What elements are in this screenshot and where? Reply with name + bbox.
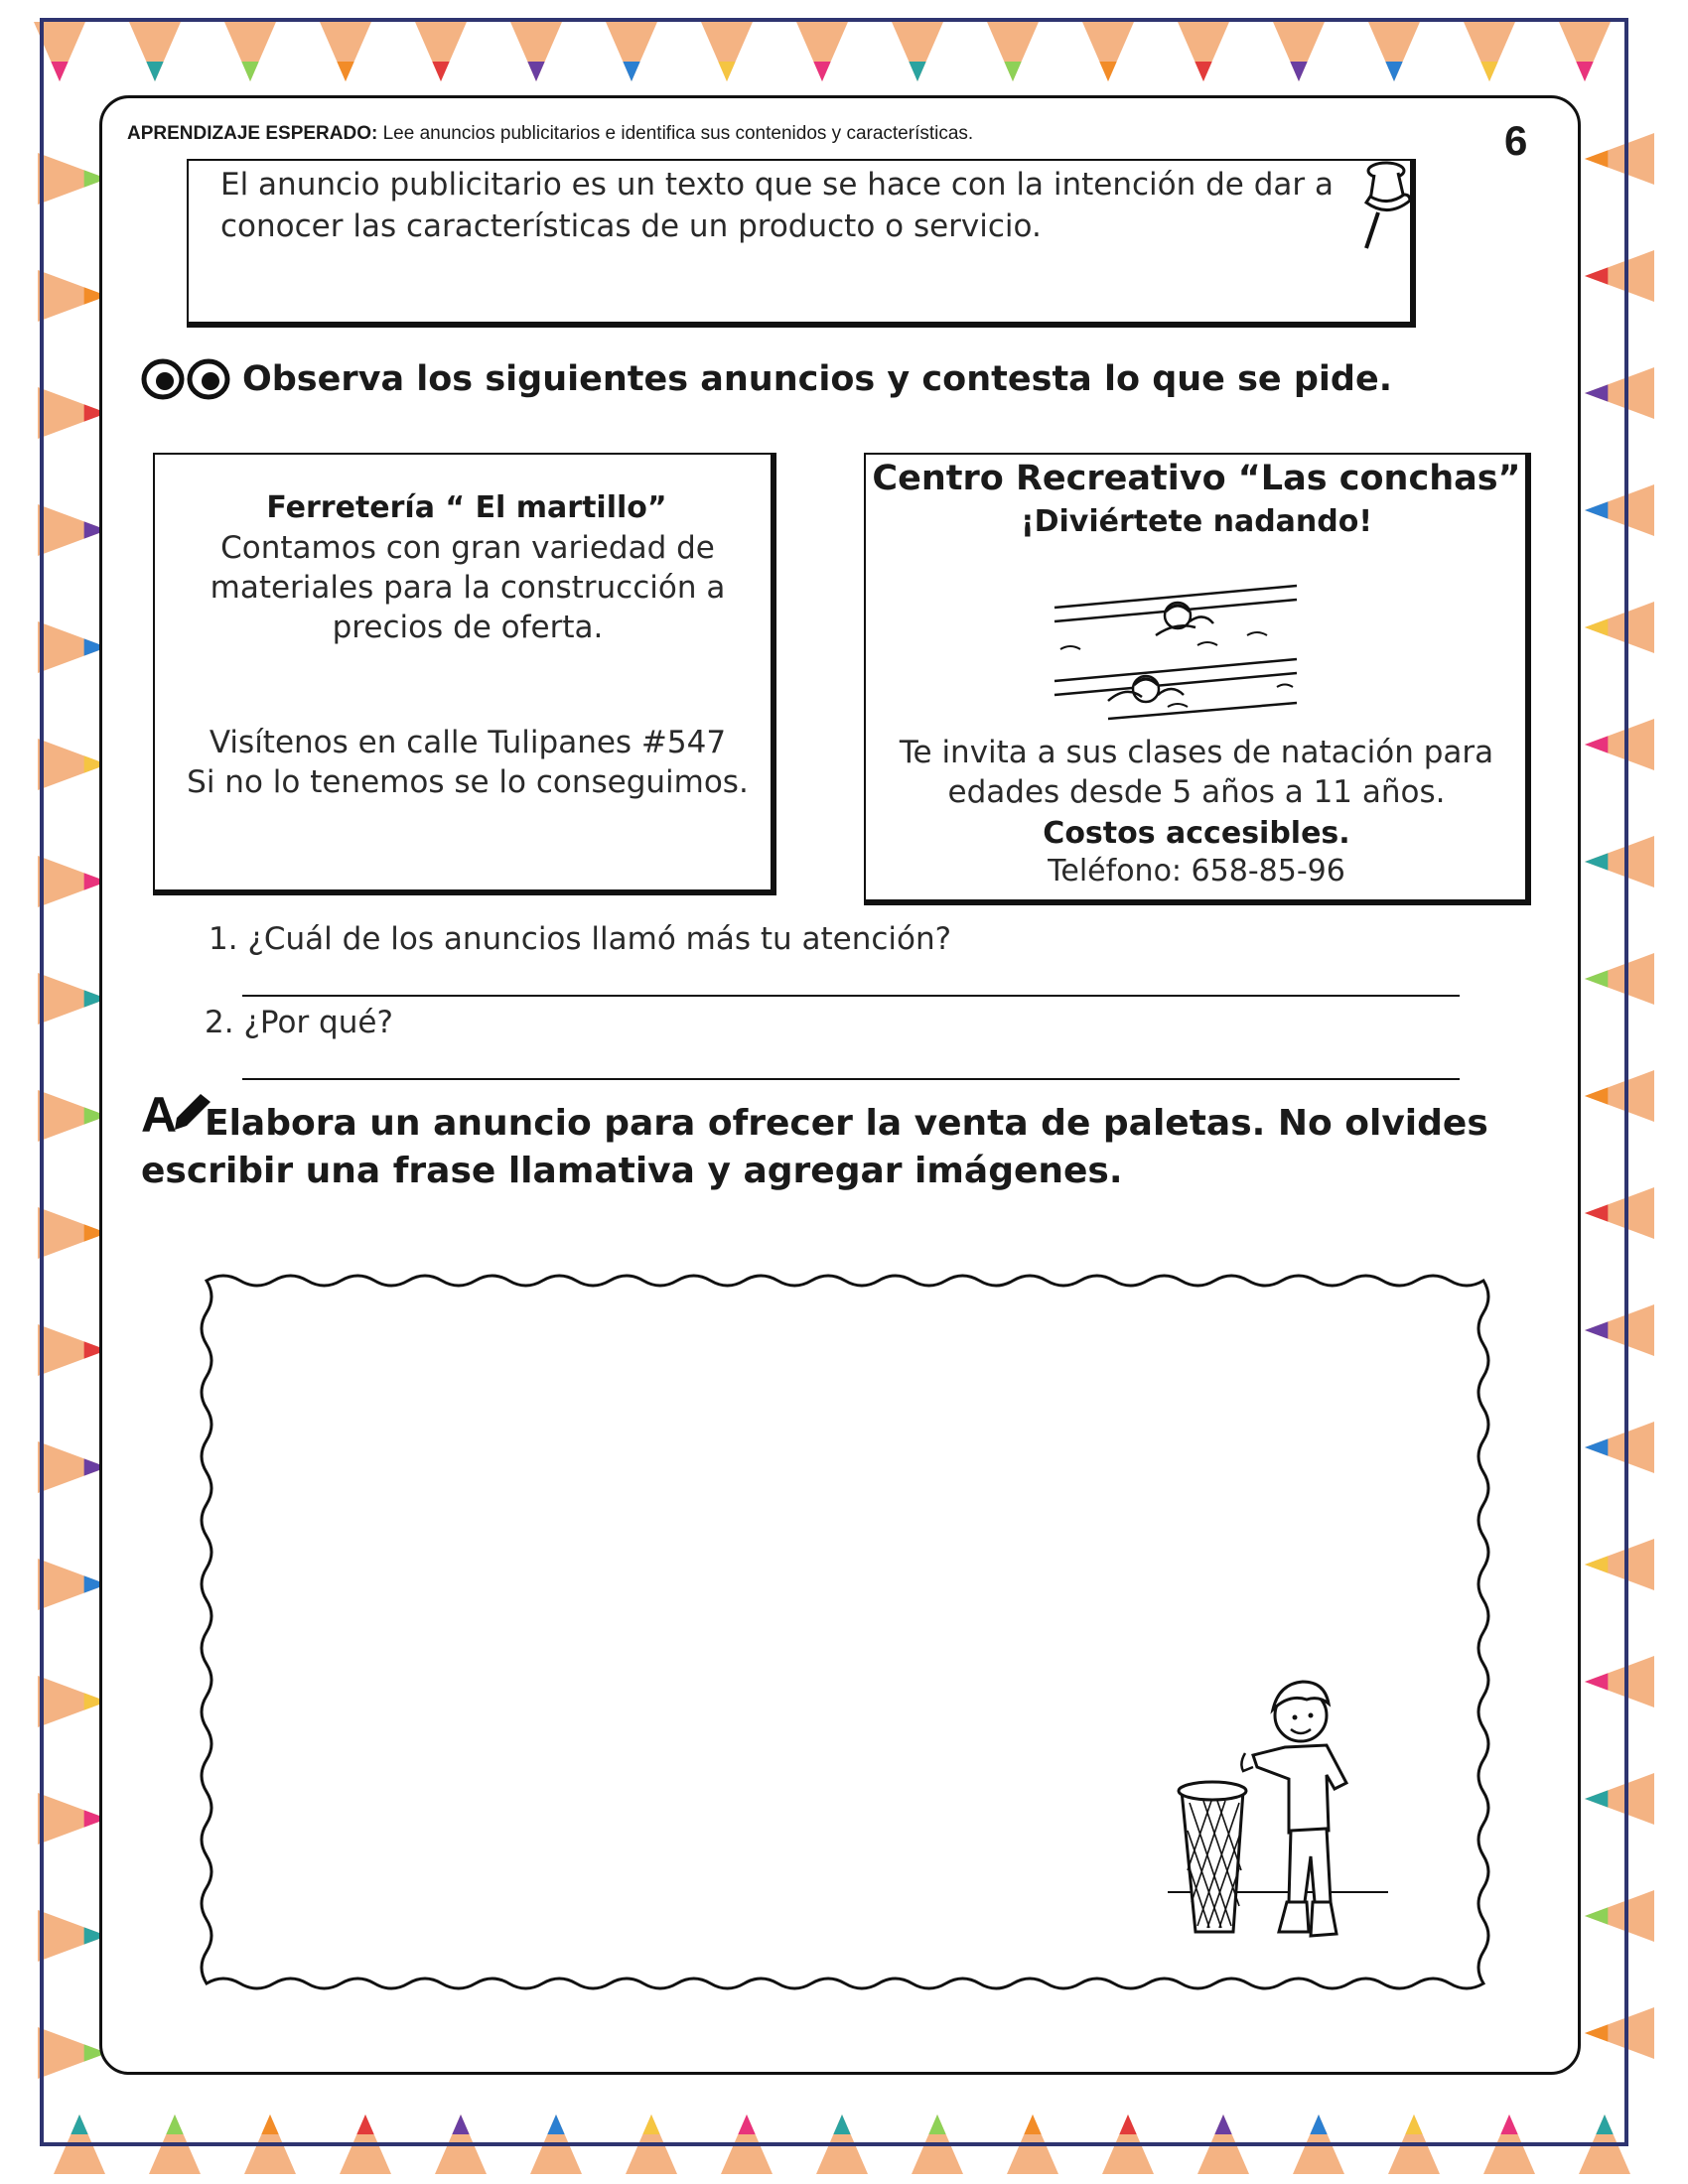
question-2-text: ¿Por qué? — [243, 1005, 393, 1040]
question-1-text: ¿Cuál de los anuncios llamó más tu atención? — [247, 921, 952, 957]
svg-text:A: A — [141, 1088, 178, 1138]
instruction-text: Observa los siguientes anuncios y contesta lo que se pide. — [242, 359, 1392, 399]
expected-learning-text: Lee anuncios publicitarios e identifica sus contenidos y características. — [382, 123, 974, 144]
hardware-ad-slogan: Si no lo tenemos se lo conseguimos. — [187, 764, 749, 800]
pool-ad-cost: Costos accesibles. — [1043, 816, 1350, 851]
question-2-number: 2. — [205, 1005, 234, 1040]
hardware-ad-body: Contamos con gran variedad de materiales para la construcción a precios de oferta. — [210, 530, 726, 645]
pool-ad-title: Centro Recreativo “Las conchas” — [872, 459, 1521, 498]
question-1-number: 1. — [209, 921, 238, 957]
definition-text: El anuncio publicitario es un texto que se hace con la intención de dar a conocer las características de un producto o servicio. — [220, 167, 1334, 244]
page-number: 6 — [1504, 117, 1528, 164]
hardware-ad-address: Visítenos en calle Tulipanes #547 — [209, 725, 727, 760]
task-text: Elabora un anuncio para ofrecer la venta de paletas. No olvides escribir una frase llamativa y agregar imágenes. — [141, 1103, 1488, 1191]
pool-ad-subtitle: ¡Diviértete nadando! — [1020, 504, 1373, 539]
hardware-ad-title: Ferretería “ El martillo” — [266, 490, 667, 525]
pool-ad-body: Te invita a sus clases de natación para edades desde 5 años a 11 años. — [899, 735, 1494, 810]
boy-trash-can-illustration — [1160, 1672, 1418, 1960]
expected-learning-label: APRENDIZAJE ESPERADO: — [127, 123, 378, 144]
pool-ad-phone: Teléfono: 658-85-96 — [1048, 854, 1345, 888]
